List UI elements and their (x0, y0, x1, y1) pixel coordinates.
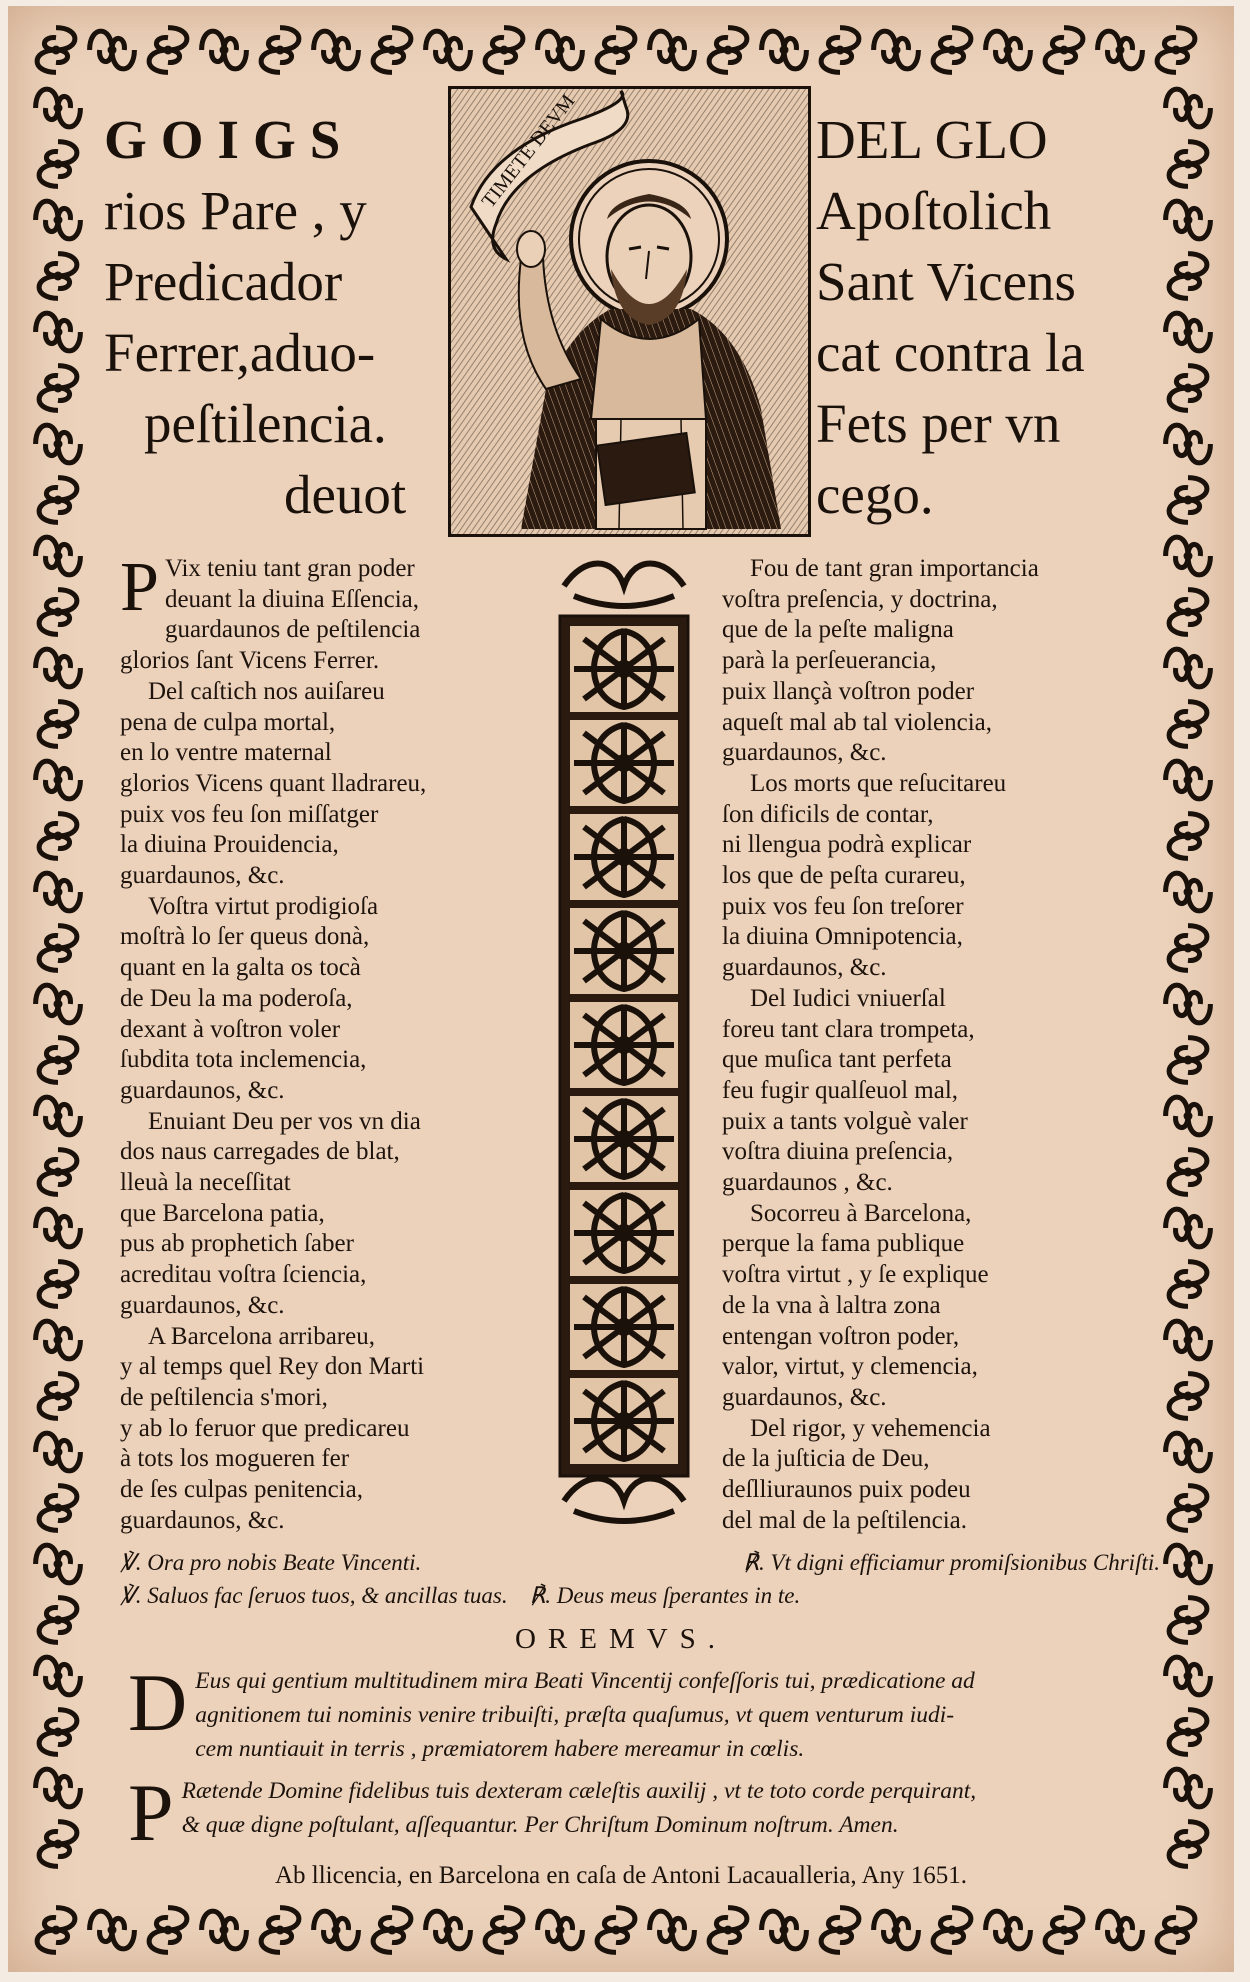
title-line: DEL GLO (816, 109, 1048, 170)
verse-line: deuant la diuina Eſſencia, (164, 585, 420, 613)
verse-line: aqueſt mal ab tal violencia, (722, 708, 993, 736)
verse-line: pena de culpa mortal, (120, 708, 336, 736)
verse-line: Los morts que reſucitareu (750, 769, 1007, 797)
title-goigs: GOIGS (104, 109, 355, 170)
ornament-motif (570, 626, 678, 712)
verse-line: de peſtilencia s'mori, (120, 1383, 328, 1411)
ornament-motif (570, 1096, 678, 1182)
title-line: Ferrer,aduo- (104, 322, 376, 383)
verse-line: de la vna à laltra zona (722, 1291, 941, 1319)
verse-line: valor, virtut, y clemencia, (722, 1353, 978, 1381)
imprint-line: Ab llicencia, en Barcelona en caſa de Antoni Lacaualleria, Any 1651. (274, 1862, 968, 1889)
prayer-initial: D (128, 1657, 188, 1748)
verse-line: parà la perſeuerancia, (722, 647, 937, 675)
verse-line: pus ab prophetich ſaber (120, 1230, 354, 1258)
prayer-line: Eus qui gentium multitudinem mira Beati Vincentij confeſſoris tui, prædicatione ad (195, 1668, 975, 1694)
prayer-praetende (128, 1767, 1168, 1858)
ornament-motif (570, 1190, 678, 1276)
verse-line: ſubdita tota inclemencia, (120, 1046, 367, 1074)
verse-line: dexant à voſtron voler (120, 1015, 341, 1043)
ornament-crest (564, 1479, 684, 1522)
verse-line: puix vos feu ſon miſſatger (120, 800, 379, 828)
verse-line: à tots los mogueren fer (120, 1445, 350, 1473)
verse-line: Voſtra virtut prodigioſa (148, 892, 379, 920)
verse-line: puix vos feu ſon treſorer (722, 892, 964, 920)
prayer-line: & quæ digne poſtulant, aſſequantur. Per Chriſtum Dominum noſtrum. Amen. (181, 1812, 899, 1838)
title-right-block (816, 104, 1166, 530)
broadside-sheet (8, 6, 1234, 1972)
verse-line: lleuà la neceſſitat (120, 1169, 291, 1197)
verse-line: puix a tants volguè valer (722, 1107, 968, 1135)
versicles (120, 1546, 1160, 1612)
verse-line: voſtra preſencia, y doctrina, (722, 585, 998, 613)
ornament-motif (570, 720, 678, 806)
versicle-line: ℣. Ora pro nobis Beate Vincenti. (120, 1550, 422, 1575)
verse-line: que muſica tant perfeta (722, 1046, 952, 1074)
saint-vincent-woodcut (448, 86, 811, 537)
verse-line: moſtrà lo ſer queus donà, (120, 923, 370, 951)
verse-line: glorios Vicens quant lladrareu, (120, 769, 427, 797)
verse-line: perque la fama publique (722, 1230, 965, 1258)
verse-line: guardaunos, &c. (722, 739, 887, 767)
verse-line: guardaunos de peſtilencia (164, 616, 421, 644)
ornament-motif (570, 1378, 678, 1464)
verse-line: guardaunos, &c. (722, 1383, 887, 1411)
verse-line: quant en la galta os tocà (120, 954, 361, 982)
verse-line: Socorreu à Barcelona, (750, 1199, 972, 1227)
title-line: Sant Vicens (816, 251, 1076, 312)
verse-line: de Deu la ma poderoſa, (120, 984, 353, 1012)
ornament-crest (564, 564, 684, 607)
verse-line: que de la peſte maligna (722, 616, 954, 644)
response-line: ℟. Vt digni efficiamur promiſsionibus Chriſti. (743, 1550, 1160, 1575)
ornament-motif (570, 1002, 678, 1088)
title-line: deuot (284, 464, 407, 525)
verse-line: entengan voſtron poder, (722, 1322, 960, 1350)
verse-line: ni llengua podrà explicar (722, 831, 972, 859)
verse-line: la diuina Prouidencia, (120, 831, 339, 859)
central-ornament-panel (540, 556, 708, 1526)
verse-line: voſtra diuina preſencia, (722, 1138, 954, 1166)
verse-line: que Barcelona patia, (120, 1199, 325, 1227)
verse-line: los que de peſta curareu, (722, 862, 966, 890)
verse-line: puix llançà voſtron poder (722, 677, 975, 705)
prayer-line: agnitionem tui nominis venire tribuiſti, præſta quaſumus, vt quem venturum iudi- (195, 1702, 955, 1728)
verse-line: Fou de tant gran importancia (750, 555, 1039, 582)
ornament-motif (570, 908, 678, 994)
response-line: ℟. Deus meus ſperantes in te. (529, 1583, 801, 1608)
verse-line: A Barcelona arribareu, (148, 1322, 375, 1350)
verse-line: de ſes culpas penitencia, (120, 1476, 363, 1504)
verse-line: Del caſtich nos auiſareu (148, 677, 385, 705)
title-left-block (104, 104, 434, 530)
title-line: Apoſtolich (816, 180, 1052, 241)
verse-line: Enuiant Deu per vos vn dia (148, 1107, 421, 1135)
verse-line: en lo ventre maternal (120, 739, 332, 767)
title-line: Fets per vn (816, 393, 1061, 454)
verse-column-left (120, 549, 590, 1537)
verse-line: del mal de la peſtilencia. (722, 1506, 968, 1534)
verse-line: deſlliuraunos puix podeu (722, 1476, 971, 1504)
verse-line: y ab lo feruor que predicareu (120, 1414, 410, 1442)
oremus-heading: OREMVS. (514, 1623, 728, 1655)
verse-line: voſtra virtut , y ſe explique (722, 1261, 989, 1289)
verse-line: feu fugir qualſeuol mal, (722, 1076, 959, 1104)
verse-column-right (722, 554, 1192, 1537)
title-line: rios Pare , y (104, 180, 367, 241)
banner-text: TIMETE DEVM (477, 90, 580, 213)
verse-line: de la juſticia de Deu, (722, 1445, 930, 1473)
verse-line: ſon dificils de contar, (722, 800, 934, 828)
verse-line: guardaunos, &c. (120, 862, 285, 890)
prayer-line: Rætende Domine fidelibus tuis dexteram cæleſtis auxilij , vt te toto corde perquirant, (181, 1778, 977, 1804)
ornament-motif (570, 1284, 678, 1370)
verse-line: y al temps quel Rey don Marti (120, 1353, 425, 1381)
verse-line: glorios ſant Vicens Ferrer. (120, 647, 380, 675)
prayer-initial: P (128, 1767, 174, 1858)
title-line: Predicador (104, 251, 343, 312)
verse-line: Vix teniu tant gran poder (164, 555, 415, 582)
verse-line: foreu tant clara trompeta, (722, 1015, 975, 1043)
verse-line: guardaunos, &c. (120, 1506, 285, 1534)
verse-line: Del Iudici vniuerſal (750, 984, 946, 1012)
verse-dropcap: P (120, 549, 159, 626)
verse-line: acreditau voſtra ſciencia, (120, 1261, 367, 1289)
verse-line: guardaunos , &c. (722, 1169, 893, 1197)
verse-line: dos naus carregades de blat, (120, 1138, 400, 1166)
verse-line: Del rigor, y vehemencia (750, 1414, 991, 1442)
prayer-deus (128, 1657, 1168, 1766)
title-line: cego. (816, 464, 934, 525)
versicle-line: ℣. Saluos fac ſeruos tuos, & ancillas tuas. (120, 1583, 508, 1608)
prayer-line: cem nuntiauit in terris , præmiatorem habere mereamur in cœlis. (195, 1736, 805, 1762)
ornament-motif (570, 814, 678, 900)
verse-line: guardaunos, &c. (120, 1076, 285, 1104)
title-line: peſtilencia. (144, 393, 387, 454)
title-line: cat contra la (816, 322, 1085, 383)
verse-line: guardaunos, &c. (120, 1291, 285, 1319)
verse-line: la diuina Omnipotencia, (722, 923, 963, 951)
verse-line: guardaunos, &c. (722, 954, 887, 982)
